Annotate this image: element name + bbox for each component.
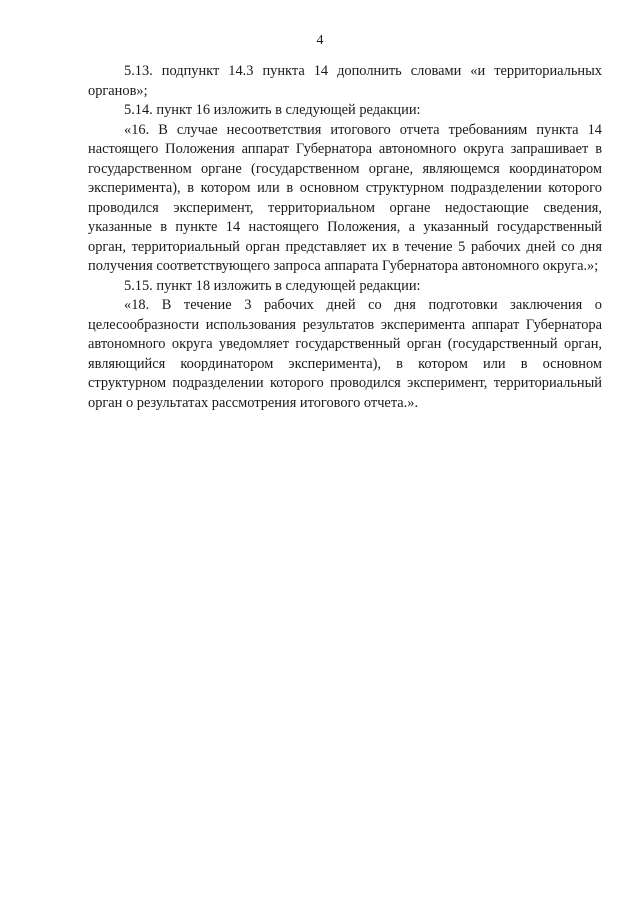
paragraph-clause-18: «18. В течение 3 рабочих дней со дня подготовки заключения о целесообразности использования результатов эксперимента аппарат Губернатора автономного округа уведомляет государственный орган (государственный орган, являющийся координатором эксперимента), в котором или в основном структурном подразделении которого проводился эксперимент, территориальный орган о результатах рассмотрения итогового отчета.».	[88, 297, 602, 411]
page-number: 4	[316, 33, 324, 48]
paragraph-5-15: 5.15. пункт 18 изложить в следующей редакции:	[124, 277, 421, 294]
document-body	[88, 62, 602, 413]
paragraph-clause-16: «16. В случае несоответствия итогового отчета требованиям пункта 14 настоящего Положения аппарат Губернатора автономного округа запрашивает в государственном органе (государственном органе, являющемся координатором эксперимента), в котором или в основном структурном подразделении которого проводился эксперимент, территориальном органе недостающие сведения, указанные в пункте 14 настоящего Положения, а указанный государственный орган, территориальный орган представляет их в течение 5 рабочих дней со дня получения соответствующего запроса аппарата Губернатора автономного округа.»;	[88, 121, 602, 274]
paragraph-5-14: 5.14. пункт 16 изложить в следующей редакции:	[124, 102, 421, 118]
paragraph-5-13: 5.13. подпункт 14.3 пункта 14 дополнить словами «и территориальных органов»;	[88, 63, 602, 99]
